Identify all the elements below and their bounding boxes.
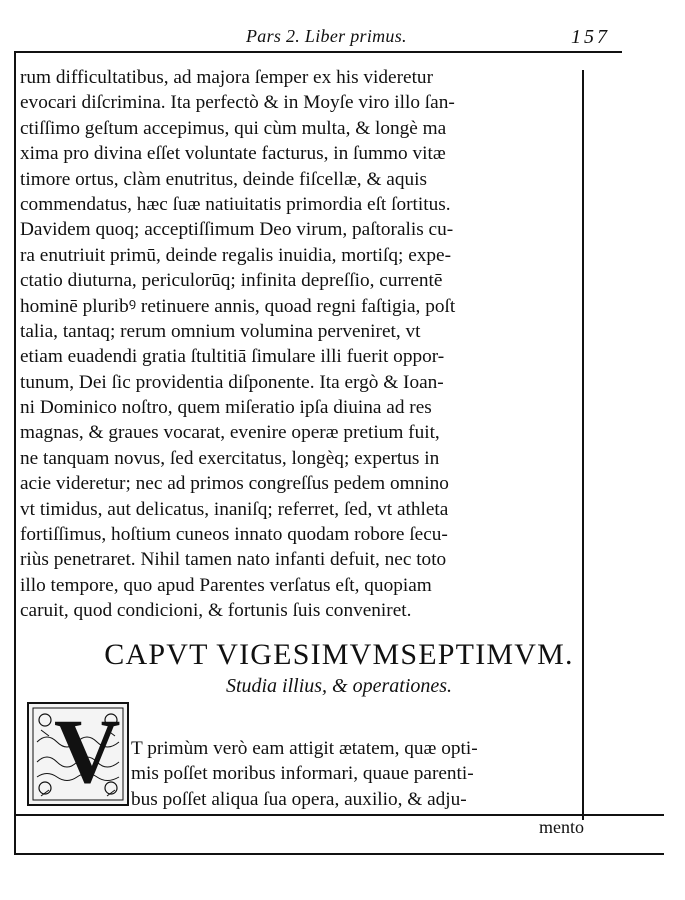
chapter-subtitle: Studia illius, & operationes. bbox=[225, 675, 453, 697]
header-rule bbox=[14, 51, 622, 53]
text-line: riùs penetraret. Nihil tamen nato infanti defuit, nec toto bbox=[20, 549, 447, 571]
footer-rule bbox=[14, 814, 664, 816]
text-line: ctiſſimo geſtum accepimus, qui cùm multa, & longè ma bbox=[20, 117, 447, 139]
text-line: mis poſſet moribus informari, quaue parenti- bbox=[131, 763, 474, 785]
text-line: evocari diſcrimina. Ita perfectò & in Moyſe viro illo ſan- bbox=[20, 92, 455, 114]
text-line: ctatio diuturna, periculorūq; infinita depreſſio, currentē bbox=[20, 270, 443, 292]
text-line: xima pro divina eſſet voluntate facturus, in ſummo vitæ bbox=[20, 143, 446, 165]
text-line: ra enutriuit primū, deinde regalis inuidia, mortiſq; expe- bbox=[20, 244, 452, 266]
text-line: ni Dominico noſtro, quem miſeratio ipſa diuina ad res bbox=[20, 397, 432, 419]
dropcap-letter: V bbox=[54, 700, 121, 802]
text-line: talia, tantaq; rerum omnium volumina perveniret, vt bbox=[20, 320, 421, 342]
text-line: Davidem quoq; acceptiſſimum Deo virum, paſtoralis cu- bbox=[20, 219, 454, 241]
text-line: illo tempore, quo apud Parentes verſatus eſt, quopiam bbox=[20, 574, 432, 596]
text-line: timore ortus, clàm enutritus, deinde fiſcellæ, & aquis bbox=[20, 168, 427, 190]
text-line: tunum, Dei ſic providentia diſponente. Ita ergò & Ioan- bbox=[20, 371, 444, 393]
text-line: vt timidus, aut delicatus, inaniſq; referret, ſed, vt athleta bbox=[20, 498, 449, 520]
opening-paragraph bbox=[131, 736, 591, 812]
text-line: T primùm verò eam attigit ætatem, quæ opti- bbox=[131, 738, 478, 759]
running-header bbox=[14, 26, 664, 54]
page-frame bbox=[14, 20, 664, 855]
catchword: mento bbox=[539, 817, 584, 837]
text-line: commendatus, hæc ſuæ natiuitatis primordia eſt ſortitus. bbox=[20, 193, 451, 215]
bottom-border-rule bbox=[14, 853, 664, 855]
body-text bbox=[20, 65, 590, 624]
text-line: caruit, quod condicioni, & fortunis ſuis conveniret. bbox=[20, 600, 412, 622]
text-line: hominē pluribꝰ retinuere annis, quoad regni faſtigia, poſt bbox=[20, 295, 456, 317]
page-number: 157 bbox=[571, 26, 610, 48]
text-line: rum difficultatibus, ad majora ſemper ex his videretur bbox=[20, 67, 433, 88]
text-line: fortiſſimus, hoſtium cuneos innato quodam robore ſecu- bbox=[20, 524, 448, 546]
text-line: bus poſſet aliqua ſua opera, auxilio, & adju- bbox=[131, 788, 467, 810]
decorated-initial bbox=[27, 702, 129, 806]
text-line: magnas, & graues vocarat, evenire operæ pretium fuit, bbox=[20, 422, 440, 444]
running-title: Pars 2. Liber primus. bbox=[246, 26, 407, 46]
text-line: ne tanquam novus, ſed exercitatus, longèq; expertus in bbox=[20, 447, 440, 469]
text-line: etiam euadendi gratia ſtultitiā ſimulare illi fuerit oppor- bbox=[20, 346, 445, 368]
text-line: acie videretur; nec ad primos congreſſus pedem omnino bbox=[20, 473, 449, 495]
chapter-heading: CAPVT VIGESIMVMSEPTIMVM. bbox=[104, 638, 574, 671]
left-border-rule bbox=[14, 53, 16, 854]
